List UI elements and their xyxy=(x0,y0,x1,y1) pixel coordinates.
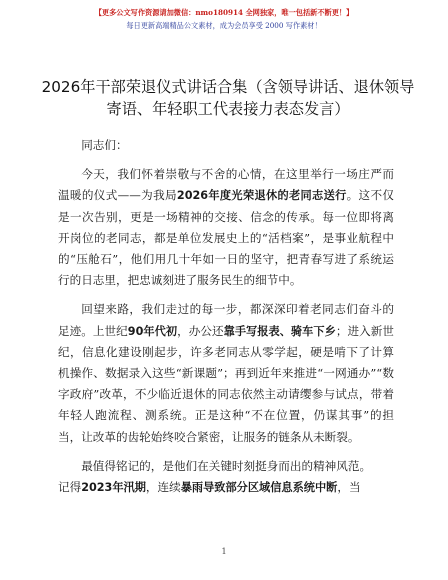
document-body xyxy=(58,135,394,498)
page-number: 1 xyxy=(221,547,227,556)
paragraph-4-text-c: ，当 xyxy=(337,480,361,495)
paragraph-3: 最值得铭记的，是他们在关键时刻挺身而出的精神风范。 xyxy=(81,458,372,473)
paragraph-1-text-b: 。这不仅是一次告别，更是一场精神的交接、信念的传承。每一位即将离开岗位的老同志，都是单位发展史上的“活档案”，是事业航程中的“压舱石”，他们用几十年如一日的坚守，把青春写进了系统运行的日志里，把忠诚刻进了服务民生的细节中。 xyxy=(58,188,394,288)
paragraph-4-text-b: ，连续 xyxy=(145,480,181,495)
paragraph-4-text-a: 记得 xyxy=(58,480,82,495)
paragraph-1-text-a: 今天，我们怀着崇敬与不舍的心情，在这里举行一场庄严而温暖的仪式——为我局 xyxy=(58,167,394,203)
paragraph-2 xyxy=(58,299,394,447)
greeting: 同志们： xyxy=(81,138,128,152)
paragraph-2-highlight-1: 90年代初 xyxy=(127,324,178,338)
paragraph-2-text-b: ，办公还 xyxy=(177,323,224,338)
paragraph-2-highlight-2: 靠手写报表、骑车下乡 xyxy=(223,324,336,338)
document-title: 2026年干部荣退仪式讲话合集（含领导讲话、退休领导寄语、年轻职工代表接力表态发言） xyxy=(41,78,415,118)
paragraph-1-highlight: 2026年度光荣退休的老同志送行 xyxy=(176,189,347,203)
promo-subbanner: 每日更新高端精品公文素材，成为会员享受 2000 写作素材！ xyxy=(126,21,322,30)
paragraph-4-highlight-1: 2023年汛期 xyxy=(81,481,146,495)
paragraph-4-highlight-2: 暴雨导致部分区域信息系统中断 xyxy=(180,481,338,495)
paragraph-2-text-a: 回望来路，我们走过的每一步，都深深印着老同志们奋斗的足迹。上世纪 xyxy=(58,302,394,338)
promo-banner: 【更多公文写作资源请加微信：nmo180914 全网独家，唯一包括新不断更！】 xyxy=(94,8,354,17)
paragraph-1 xyxy=(58,164,394,291)
paragraph-4 xyxy=(58,477,394,498)
paragraph-2-text-c: ；进入新世纪，信息化建设刚起步，许多老同志从零学起，硬是啃下了计算机操作、数据录入这些“新课题”；再到近年来推进“一网通办”“数字政府”改革，不少临近退休的同志依然主动请缨参与试点，带着年轻人跑流程、测系统。正是这种“不在位置，仍谋其事”的担当，让改革的齿轮始终咬合紧密，让服务的链条从未断裂。 xyxy=(58,323,394,444)
